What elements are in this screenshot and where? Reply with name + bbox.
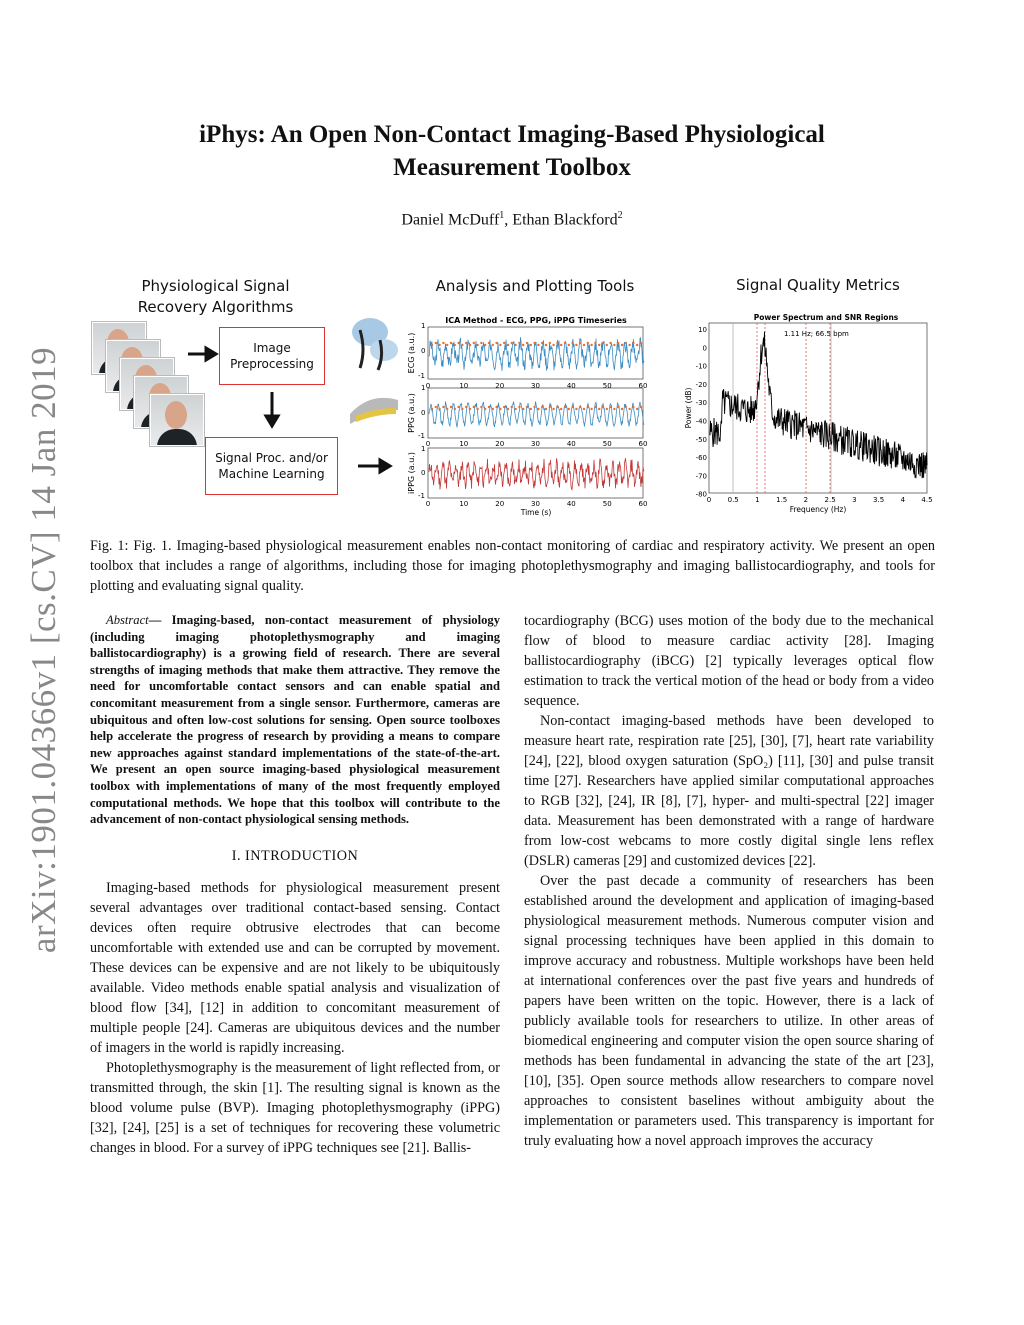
frequency-ticks bbox=[707, 496, 933, 504]
time-tick-label: 40 bbox=[566, 500, 576, 508]
peak-marker bbox=[587, 406, 589, 408]
peak-marker bbox=[469, 344, 471, 346]
peak-marker bbox=[442, 342, 444, 344]
peak-marker bbox=[583, 408, 585, 410]
peak-marker bbox=[541, 406, 543, 408]
abstract bbox=[90, 612, 500, 828]
peak-marker bbox=[435, 406, 437, 408]
peak-marker bbox=[613, 408, 615, 410]
peak-marker bbox=[457, 406, 459, 408]
peak-marker bbox=[438, 408, 440, 410]
time-tick-label: 10 bbox=[459, 382, 469, 390]
peak-annotation: 1.11 Hz; 66.5 bpm bbox=[784, 330, 849, 338]
ippg-y-tick: -1 bbox=[418, 492, 425, 500]
peak-marker bbox=[488, 342, 490, 344]
intro-paragraph-5: Over the past decade a community of researchers has been established around the development and application of imaging-based physiological measurement methods. Numerous computer vision and signal processing techniques have been applied in this domain to improve accuracy and robustness. Multiple workshops have been held at international conferences over the past five years and hundreds of papers have been written on the topic. However, there is a lack of publicly available tools for researchers to utilize. In other areas of biomedical engineering and computer vision the open source sharing of methods has been fundamental in advancing the state of the art [23], [10], [35]. Open source methods allow researchers to compare novel approaches to consistent baselines without ambiguity about the implementation or parameters used. This transparency is important for truly evaluating how a novel approach improves the accuracy bbox=[524, 873, 934, 1149]
peak-marker bbox=[454, 408, 456, 410]
peak-marker bbox=[583, 344, 585, 346]
time-tick-label: 0 bbox=[425, 440, 431, 448]
peak-marker bbox=[522, 344, 524, 346]
peak-marker bbox=[511, 342, 513, 344]
time-tick-label: 10 bbox=[459, 500, 469, 508]
peak-marker bbox=[484, 408, 486, 410]
time-tick-label: 0 bbox=[425, 382, 431, 390]
peak-marker bbox=[450, 406, 452, 408]
peak-marker bbox=[640, 406, 642, 408]
time-tick-label: 0 bbox=[425, 500, 431, 508]
power-tick-label: -50 bbox=[695, 435, 707, 444]
frequency-tick-label: 0.5 bbox=[727, 496, 739, 504]
peak-marker bbox=[446, 408, 448, 410]
peak-marker bbox=[549, 342, 551, 344]
peak-marker bbox=[579, 342, 581, 344]
power-tick-label: -80 bbox=[695, 490, 707, 499]
box2-line-1: Signal Proc. and/or bbox=[215, 451, 328, 465]
ippg-signal-line bbox=[429, 458, 644, 490]
frequency-tick-label: 4 bbox=[900, 496, 906, 504]
frequency-tick-label: 3.5 bbox=[873, 496, 885, 504]
section-recovery-line-1: Physiological Signal bbox=[141, 277, 290, 295]
peak-marker bbox=[533, 342, 535, 344]
ecg-electrode-icon bbox=[352, 318, 398, 370]
ppg-y-tick: 1 bbox=[421, 384, 426, 392]
peak-marker bbox=[442, 406, 444, 408]
timeseries-plot bbox=[407, 316, 647, 517]
frequency-tick-label: 1 bbox=[755, 496, 760, 504]
peak-marker bbox=[476, 408, 478, 410]
arrow-right-icon bbox=[188, 348, 216, 360]
ecg-y-tick: -1 bbox=[418, 372, 425, 380]
peak-marker bbox=[461, 344, 463, 346]
peak-marker bbox=[537, 408, 539, 410]
peak-marker bbox=[488, 406, 490, 408]
ecg-axis-label: ECG (a.u.) bbox=[407, 332, 416, 374]
intro-paragraph-1: Imaging-based methods for physiological measurement present several advantages over traditional contact-based sensing. Contact devices often require obtrusive electrodes that can become uncomfortable with extended use and can be corrupted by movement. These devices can be expensive and are not likely to be ubiquitously available. Video methods enable spatial analysis and visualization of blood flow [34], [12] in addition to concomitant measurement of multiple people [24]. Cameras are ubiquitous devices and the number of imagers in the world is rapidly increasing. bbox=[90, 879, 500, 1056]
abstract-label: Abstract bbox=[106, 613, 149, 627]
peak-marker bbox=[575, 408, 577, 410]
peak-marker bbox=[609, 342, 611, 344]
peak-marker bbox=[476, 344, 478, 346]
peak-marker bbox=[457, 342, 459, 344]
peak-marker bbox=[431, 344, 433, 346]
time-tick-label: 20 bbox=[495, 500, 505, 508]
figure-graphics bbox=[88, 270, 938, 530]
peak-marker bbox=[613, 344, 615, 346]
ecg-y-tick: 1 bbox=[421, 322, 426, 330]
peak-marker bbox=[571, 406, 573, 408]
section-recovery-line-2: Recovery Algorithms bbox=[137, 298, 294, 316]
ppg-signal-line bbox=[429, 402, 644, 428]
arrow-right-icon bbox=[358, 460, 390, 472]
peak-marker bbox=[522, 408, 524, 410]
figure-caption: Fig. 1: Fig. 1. Imaging-based physiological measurement enables non-contact monitoring of cardiac and respiratory activity. We present an open toolbox that includes a range of algorithms, including those for imaging photoplethysmography and imaging ballistocardiography, and tools for plotting and evaluating signal quality. bbox=[90, 538, 935, 594]
time-tick-label: 40 bbox=[566, 440, 576, 448]
peak-marker bbox=[579, 406, 581, 408]
time-tick-label: 60 bbox=[638, 382, 648, 390]
box1-line-2: Preprocessing bbox=[230, 357, 314, 371]
peak-marker bbox=[518, 406, 520, 408]
peak-marker bbox=[575, 344, 577, 346]
ecg-signal-line bbox=[429, 337, 644, 371]
peak-marker bbox=[621, 344, 623, 346]
peak-marker bbox=[526, 342, 528, 344]
peak-marker bbox=[499, 344, 501, 346]
peak-marker bbox=[625, 406, 627, 408]
peak-marker bbox=[628, 344, 630, 346]
power-tick-label: -60 bbox=[695, 454, 707, 463]
peak-marker bbox=[526, 406, 528, 408]
peak-marker bbox=[473, 406, 475, 408]
peak-marker bbox=[617, 342, 619, 344]
peak-marker bbox=[628, 408, 630, 410]
peak-marker bbox=[564, 342, 566, 344]
peak-marker bbox=[560, 344, 562, 346]
peak-marker bbox=[636, 408, 638, 410]
author-1: Daniel McDuff bbox=[401, 211, 500, 229]
ippg-y-tick: 0 bbox=[421, 469, 426, 477]
peak-marker bbox=[530, 408, 532, 410]
peak-marker bbox=[625, 342, 627, 344]
arxiv-id: arXiv:1901.04366v1 [cs.CV] 14 Jan 2019 bbox=[24, 346, 63, 954]
peak-marker bbox=[594, 342, 596, 344]
figure-1 bbox=[88, 270, 938, 530]
power-tick-label: -40 bbox=[695, 417, 707, 426]
peak-marker bbox=[602, 406, 604, 408]
intro-paragraph-4: Non-contact imaging-based methods have been developed to measure heart rate, respiration rate [25], [30], [7], heart rate variability [24], [22], blood oxygen saturation (SpO₂) [11], [30] and pulse transit time [27]. Researchers have applied similar computational approaches to RGB [32], [24], IR [8], [7], hyper- and multi-spectral [22] imager data. Measurement has been demonstrated with a range of hardware from low-cost webcams to more costly digital single lens reflex (DSLR) cameras [29] and customized devices [22]. bbox=[524, 713, 934, 869]
peak-marker bbox=[602, 342, 604, 344]
peak-marker bbox=[465, 342, 467, 344]
power-spectrum-plot bbox=[684, 313, 933, 514]
section-heading: I. INTRODUCTION bbox=[231, 847, 359, 864]
peak-marker bbox=[507, 408, 509, 410]
peak-marker bbox=[552, 408, 554, 410]
peak-marker bbox=[549, 406, 551, 408]
frequency-tick-label: 2.5 bbox=[824, 496, 836, 504]
peak-marker bbox=[590, 408, 592, 410]
peak-marker bbox=[454, 344, 456, 346]
peak-marker bbox=[632, 342, 634, 344]
peak-marker bbox=[480, 342, 482, 344]
time-axis-label: Time (s) bbox=[520, 508, 552, 517]
box2-line-2: Machine Learning bbox=[218, 467, 325, 481]
intro-paragraph-2: Photoplethysmography is the measurement of light reflected from, or transmitted through, the skin [1]. The resulting signal is known as the blood volume pulse (BVP). Imaging photoplethysmography (iPPG) [32], [24], [25] is a set of techniques for recovering these volumetric changes in blood. For a survey of iPPG techniques see [21]. Ballis- bbox=[90, 1059, 500, 1156]
power-tick-label: -20 bbox=[695, 380, 707, 389]
time-tick-label: 50 bbox=[602, 440, 612, 448]
peak-marker bbox=[438, 344, 440, 346]
spectrum-line bbox=[710, 332, 927, 478]
power-tick-label: 10 bbox=[698, 326, 707, 334]
power-tick-label: -10 bbox=[695, 362, 707, 371]
paper-title bbox=[100, 118, 924, 184]
authors bbox=[100, 210, 924, 229]
time-tick-label: 10 bbox=[459, 440, 469, 448]
peak-marker bbox=[632, 406, 634, 408]
arrow-down-icon bbox=[266, 392, 278, 426]
ppg-y-tick: 0 bbox=[421, 409, 426, 417]
frequency-axis-label: Frequency (Hz) bbox=[789, 505, 847, 514]
ippg-time-ticks bbox=[426, 500, 648, 508]
time-tick-label: 50 bbox=[602, 382, 612, 390]
peak-marker bbox=[606, 344, 608, 346]
time-tick-label: 60 bbox=[638, 500, 648, 508]
ippg-y-tick: 1 bbox=[421, 445, 426, 453]
peak-marker bbox=[609, 406, 611, 408]
peak-marker bbox=[492, 408, 494, 410]
peak-marker bbox=[503, 406, 505, 408]
peak-marker bbox=[594, 406, 596, 408]
peak-marker bbox=[480, 406, 482, 408]
power-axis-label: Power (dB) bbox=[684, 387, 693, 429]
arxiv-stamp bbox=[14, 346, 74, 954]
time-tick-label: 30 bbox=[531, 382, 540, 390]
peak-marker bbox=[568, 408, 570, 410]
peak-marker bbox=[556, 342, 558, 344]
author-2-affiliation: 2 bbox=[617, 210, 623, 221]
ppg-axis-label: PPG (a.u.) bbox=[407, 393, 416, 433]
author-separator: , bbox=[504, 211, 513, 229]
peak-marker bbox=[598, 408, 600, 410]
time-tick-label: 50 bbox=[602, 500, 612, 508]
peak-marker bbox=[518, 342, 520, 344]
peak-marker bbox=[484, 344, 486, 346]
peak-marker bbox=[465, 406, 467, 408]
peak-marker bbox=[533, 406, 535, 408]
time-tick-label: 20 bbox=[495, 382, 505, 390]
ppg-y-tick: -1 bbox=[418, 432, 425, 440]
time-tick-label: 60 bbox=[638, 440, 648, 448]
frequency-tick-label: 4.5 bbox=[921, 496, 933, 504]
peak-marker bbox=[503, 342, 505, 344]
frequency-tick-label: 1.5 bbox=[776, 496, 788, 504]
abstract-text: — Imaging-based, non-contact measurement of physiology (including imaging photoplethysmography and imaging ballistocardiography) is a growing field of research. There are several strengths of imaging methods that make them attractive. They remove the need for uncomfortable contact sensors and can enable spatial and concomitant measurement from a single sensor. Furthermore, cameras are ubiquitous and often low-cost solutions for sensing. Open source toolboxes help accelerate the progress of research by providing a means to compare new approaches against standard implementations of the state-of-the-art. We present an open source imaging-based physiological measurement toolbox with implementations of many of the most frequently employed computational methods. We hope that this toolbox will contribute to the advancement of non-contact physiological sensing methods. bbox=[90, 613, 500, 827]
frequency-tick-label: 0 bbox=[706, 496, 712, 504]
pulse-oximeter-icon bbox=[350, 398, 398, 424]
author-1-affiliation: 1 bbox=[499, 210, 505, 221]
peak-marker bbox=[640, 342, 642, 344]
peak-marker bbox=[530, 344, 532, 346]
time-tick-label: 30 bbox=[531, 440, 540, 448]
intro-paragraph-3: tocardiography (BCG) uses motion of the body due to the mechanical flow of blood to measure cardiac activity [28]. Imaging ballistocardiography (iBCG) [2] typically leverages optical flow estimation to track the vertical motion of the head or body from a video sequence. bbox=[524, 613, 934, 709]
peak-marker bbox=[537, 344, 539, 346]
peak-marker bbox=[495, 342, 497, 344]
peak-marker bbox=[492, 344, 494, 346]
peak-marker bbox=[507, 344, 509, 346]
peak-marker bbox=[636, 344, 638, 346]
peak-marker bbox=[473, 342, 475, 344]
peak-marker bbox=[545, 344, 547, 346]
peak-marker bbox=[617, 406, 619, 408]
time-tick-label: 30 bbox=[531, 500, 540, 508]
time-tick-label: 40 bbox=[566, 382, 576, 390]
box1-line-1: Image bbox=[253, 341, 291, 355]
peak-marker bbox=[571, 342, 573, 344]
power-tick-label: -30 bbox=[695, 399, 707, 408]
right-column bbox=[524, 611, 934, 1151]
peak-marker bbox=[514, 408, 516, 410]
peak-marker bbox=[514, 344, 516, 346]
figure-section-analysis: Analysis and Plotting Tools bbox=[435, 277, 635, 295]
peak-marker bbox=[545, 408, 547, 410]
peak-marker bbox=[606, 408, 608, 410]
peak-marker bbox=[461, 408, 463, 410]
ppg-time-ticks bbox=[426, 440, 648, 448]
ecg-time-ticks bbox=[426, 382, 648, 390]
peak-marker bbox=[621, 408, 623, 410]
peak-marker bbox=[564, 406, 566, 408]
power-tick-label: -70 bbox=[695, 472, 707, 481]
peak-marker bbox=[560, 408, 562, 410]
peak-marker bbox=[590, 344, 592, 346]
peak-marker bbox=[431, 408, 433, 410]
peak-marker bbox=[435, 342, 437, 344]
figure-section-quality: Signal Quality Metrics bbox=[736, 276, 900, 294]
peak-marker bbox=[556, 406, 558, 408]
title-line-2: Measurement Toolbox bbox=[393, 154, 631, 181]
peak-marker bbox=[511, 406, 513, 408]
power-ticks bbox=[696, 326, 707, 499]
spectrum-title: Power Spectrum and SNR Regions bbox=[753, 313, 899, 322]
peak-marker bbox=[541, 342, 543, 344]
frequency-tick-label: 3 bbox=[852, 496, 857, 504]
time-tick-label: 20 bbox=[495, 440, 505, 448]
peak-marker bbox=[568, 344, 570, 346]
peak-marker bbox=[446, 344, 448, 346]
frequency-tick-label: 2 bbox=[803, 496, 809, 504]
peak-marker bbox=[598, 344, 600, 346]
power-tick-label: 0 bbox=[702, 344, 707, 353]
peak-marker bbox=[469, 408, 471, 410]
peak-marker bbox=[450, 342, 452, 344]
ecg-y-tick: 0 bbox=[421, 347, 426, 355]
peak-marker bbox=[552, 344, 554, 346]
peak-marker bbox=[587, 342, 589, 344]
ippg-axis-label: iPPG (a.u.) bbox=[407, 452, 416, 494]
peak-marker bbox=[495, 406, 497, 408]
left-column bbox=[90, 612, 500, 1158]
author-2: Ethan Blackford bbox=[512, 211, 618, 229]
peak-marker bbox=[499, 408, 501, 410]
title-line-1: iPhys: An Open Non-Contact Imaging-Based Physiological bbox=[199, 121, 825, 148]
timeseries-title: ICA Method - ECG, PPG, iPPG Timeseries bbox=[445, 316, 627, 325]
